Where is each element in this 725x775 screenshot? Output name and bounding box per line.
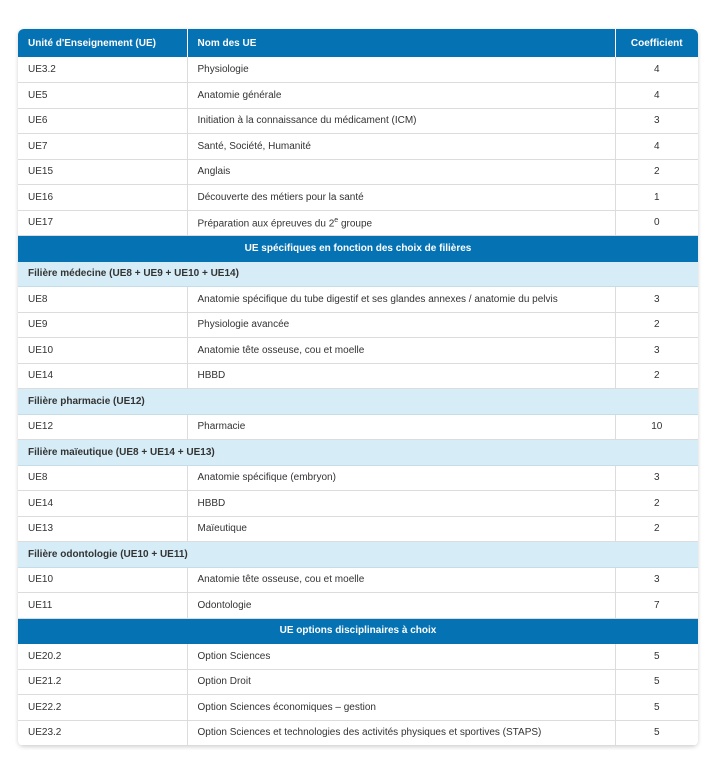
ue-name: Physiologie [187, 57, 615, 83]
table-row [18, 516, 698, 542]
ue-coef: 2 [615, 516, 698, 542]
filiere-medecine-row [18, 261, 698, 287]
ue-code: UE17 [18, 210, 187, 236]
header-name: Nom des UE [187, 29, 615, 57]
table-row [18, 338, 698, 364]
table-row [18, 465, 698, 491]
ue-coef: 2 [615, 159, 698, 185]
ue-name: Pharmacie [187, 414, 615, 440]
table-row [18, 567, 698, 593]
ue-name: Maïeutique [187, 516, 615, 542]
filiere-maieutique-title: Filière maïeutique (UE8 + UE14 + UE13) [18, 440, 698, 466]
ue-table [18, 29, 698, 746]
ue-code: UE10 [18, 567, 187, 593]
ue-name: Anatomie spécifique du tube digestif et ses glandes annexes / anatomie du pelvis [187, 287, 615, 313]
filiere-odontologie-title: Filière odontologie (UE10 + UE11) [18, 542, 698, 568]
table-row [18, 491, 698, 517]
filiere-pharmacie-title: Filière pharmacie (UE12) [18, 389, 698, 415]
ue-name: Option Sciences [187, 644, 615, 670]
ue-code: UE13 [18, 516, 187, 542]
section-options-title: UE options disciplinaires à choix [18, 618, 698, 644]
ue-coef: 2 [615, 491, 698, 517]
ue-coef: 4 [615, 134, 698, 160]
ue-coef: 3 [615, 108, 698, 134]
ue-coef: 5 [615, 644, 698, 670]
ue-code: UE10 [18, 338, 187, 364]
ue-code: UE5 [18, 83, 187, 109]
ue-coef: 1 [615, 185, 698, 211]
ue-name: Anatomie générale [187, 83, 615, 109]
ue-name: Initiation à la connaissance du médicament (ICM) [187, 108, 615, 134]
ue-name: Option Droit [187, 669, 615, 695]
ue-code: UE8 [18, 287, 187, 313]
ue-code: UE7 [18, 134, 187, 160]
ue-code: UE6 [18, 108, 187, 134]
ue-name: Découverte des métiers pour la santé [187, 185, 615, 211]
ue-code: UE3.2 [18, 57, 187, 83]
ue-code: UE22.2 [18, 695, 187, 721]
table-row [18, 57, 698, 83]
filiere-maieutique-row [18, 440, 698, 466]
ue-name [187, 210, 615, 236]
ue-name-sup: e [334, 216, 339, 224]
ue-code: UE8 [18, 465, 187, 491]
ue-code: UE12 [18, 414, 187, 440]
table-row [18, 363, 698, 389]
ue-coef: 5 [615, 720, 698, 746]
section-specific-row [18, 236, 698, 262]
ue-code: UE9 [18, 312, 187, 338]
ue-name: Option Sciences et technologies des activités physiques et sportives (STAPS) [187, 720, 615, 746]
ue-coef: 2 [615, 363, 698, 389]
ue-code: UE21.2 [18, 669, 187, 695]
table-row [18, 720, 698, 746]
ue-table-container [18, 29, 698, 746]
ue-code: UE15 [18, 159, 187, 185]
ue-name: Option Sciences économiques – gestion [187, 695, 615, 721]
ue-name: Anatomie spécifique (embryon) [187, 465, 615, 491]
ue-code: UE11 [18, 593, 187, 619]
ue-coef: 2 [615, 312, 698, 338]
ue-coef: 10 [615, 414, 698, 440]
filiere-odontologie-row [18, 542, 698, 568]
ue-code: UE20.2 [18, 644, 187, 670]
ue-code: UE14 [18, 491, 187, 517]
ue-name-text: Préparation aux épreuves du 2 [197, 217, 335, 229]
ue-coef: 5 [615, 695, 698, 721]
ue-name: HBBD [187, 363, 615, 389]
table-row [18, 83, 698, 109]
section-specific-title: UE spécifiques en fonction des choix de filières [18, 236, 698, 262]
section-options-row [18, 618, 698, 644]
ue-name: Anatomie tête osseuse, cou et moelle [187, 567, 615, 593]
ue-name: Anglais [187, 159, 615, 185]
header-coefficient: Coefficient [615, 29, 698, 57]
table-row [18, 159, 698, 185]
table-row [18, 210, 698, 236]
table-row [18, 134, 698, 160]
ue-name: Odontologie [187, 593, 615, 619]
ue-name: Physiologie avancée [187, 312, 615, 338]
ue-code: UE14 [18, 363, 187, 389]
header-ue: Unité d'Enseignement (UE) [18, 29, 187, 57]
table-row [18, 185, 698, 211]
ue-coef: 3 [615, 567, 698, 593]
table-header-row [18, 29, 698, 57]
ue-coef: 4 [615, 57, 698, 83]
table-row [18, 108, 698, 134]
ue-coef: 4 [615, 83, 698, 109]
table-row [18, 669, 698, 695]
table-row [18, 312, 698, 338]
table-row [18, 287, 698, 313]
ue-name: HBBD [187, 491, 615, 517]
ue-name: Anatomie tête osseuse, cou et moelle [187, 338, 615, 364]
ue-name: Santé, Société, Humanité [187, 134, 615, 160]
ue-code: UE16 [18, 185, 187, 211]
ue-coef: 3 [615, 287, 698, 313]
table-row [18, 593, 698, 619]
ue-name-tail: groupe [338, 217, 373, 229]
table-row [18, 644, 698, 670]
table-row [18, 414, 698, 440]
ue-coef: 0 [615, 210, 698, 236]
ue-coef: 7 [615, 593, 698, 619]
filiere-medecine-title: Filière médecine (UE8 + UE9 + UE10 + UE14) [18, 261, 698, 287]
ue-coef: 3 [615, 465, 698, 491]
ue-coef: 3 [615, 338, 698, 364]
table-row [18, 695, 698, 721]
ue-code: UE23.2 [18, 720, 187, 746]
filiere-pharmacie-row [18, 389, 698, 415]
ue-coef: 5 [615, 669, 698, 695]
